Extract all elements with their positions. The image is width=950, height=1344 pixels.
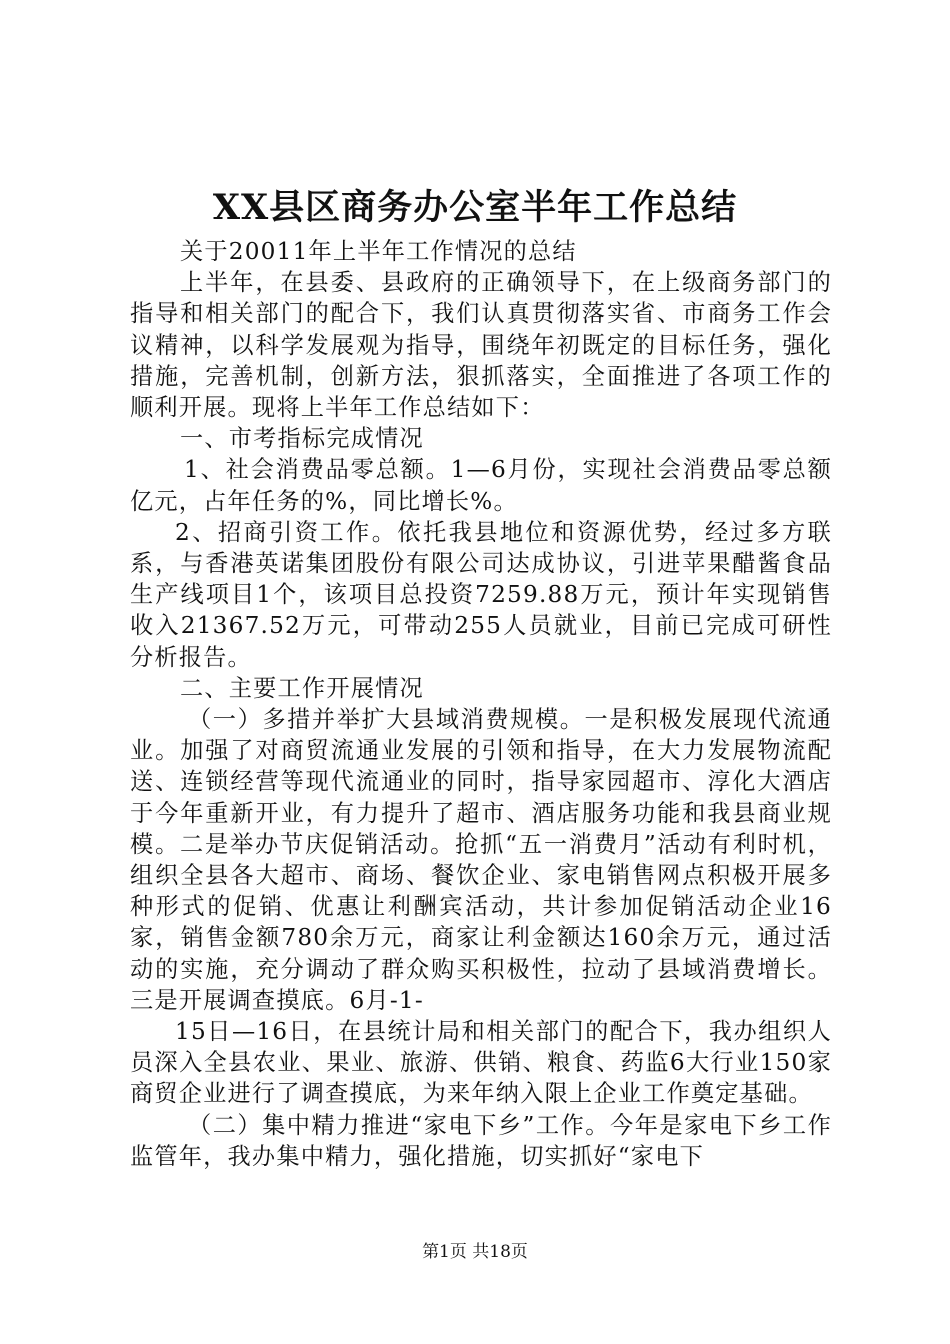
paragraph-subtitle: 关于20011年上半年工作情况的总结: [180, 238, 577, 265]
paragraph-item-1: 1、社会消费品零总额。1—6月份，实现社会消费品零总额亿元，占年任务的%，同比增长%。: [130, 456, 832, 515]
document-body: [130, 236, 832, 1172]
paragraph-item-2: 2、招商引资工作。依托我县地位和资源优势，经过多方联系，与香港英诺集团股份有限公司达成协议，引进苹果醋酱食品生产线项目1个，该项目总投资7259.88万元，预计年实现销售收入21367.52万元，可带动255人员就业，目前已完成可研性分析报告。: [130, 518, 832, 671]
paragraph-intro: 上半年，在县委、县政府的正确领导下，在上级商务部门的指导和相关部门的配合下，我们认真贯彻落实省、市商务工作会议精神，以科学发展观为指导，围绕年初既定的目标任务，强化措施，完善机制，创新方法，狠抓落实，全面推进了各项工作的顺利开展。现将上半年工作总结如下：: [130, 269, 832, 422]
heading-section-2: 二、主要工作开展情况: [180, 674, 424, 702]
document-title: XX县区商务办公室半年工作总结: [212, 187, 738, 228]
paragraph-subsection-1: （一）多措并举扩大县域消费规模。一是积极发展现代流通业。加强了对商贸流通业发展的引领和指导，在大力发展物流配送、连锁经营等现代流通业的同时，指导家园超市、淳化大酒店于今年重新开业，有力提升了超市、酒店服务功能和我县商业规模。二是举办节庆促销活动。抢抓“五一消费月”活动有利时机，组织全县各大超市、商场、餐饮企业、家电销售网点积极开展多种形式的促销、优惠让利酬宾活动，共计参加促销活动企业16家，销售金额780余万元，商家让利金额达160余万元，通过活动的实施，充分调动了群众购买积极性，拉动了县域消费增长。三是开展调查摸底。6月-1-: [130, 706, 832, 1014]
paragraph-continuation: 15日—16日，在县统计局和相关部门的配合下，我办组织人员深入全县农业、果业、旅游、供销、粮食、药监6大行业150家商贸企业进行了调查摸底，为来年纳入限上企业工作奠定基础。: [130, 1018, 832, 1108]
paragraph-subsection-2: （二）集中精力推进“家电下乡”工作。今年是家电下乡工作监管年，我办集中精力，强化措施，切实抓好“家电下: [130, 1111, 832, 1170]
heading-section-1: 一、市考指标完成情况: [180, 425, 424, 453]
page-footer: 第1页 共18页: [422, 1242, 528, 1262]
